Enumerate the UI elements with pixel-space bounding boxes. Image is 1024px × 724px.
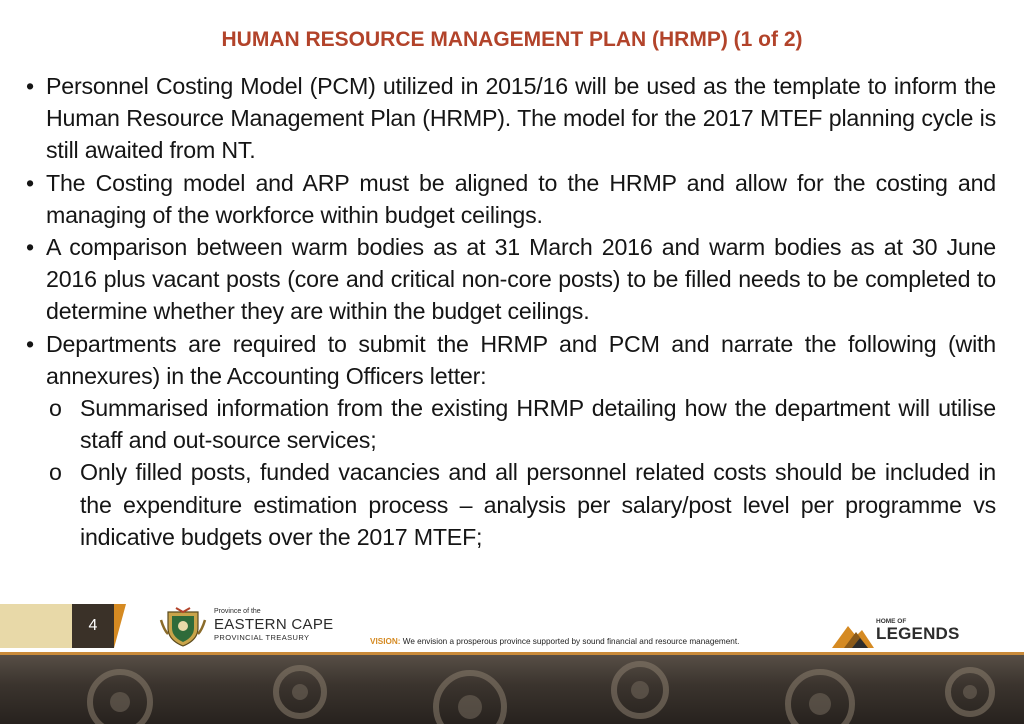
footer [0, 598, 1024, 724]
vision-statement [370, 637, 739, 646]
bullet-item: • The Costing model and ARP must be aligned to the HRMP and allow for the costing and managing of the workforce within budget ceilings. [26, 167, 996, 231]
footer-tan-block [0, 604, 72, 648]
slide-body [26, 70, 996, 553]
logo-line-treasury: PROVINCIAL TREASURY [214, 633, 310, 642]
sub-bullet-item: o Only filled posts, funded vacancies and all personnel related costs should be included in the expenditure estimation process – analysis per salary/post level per programme vs indicative budgets over the 2017 MTEF; [46, 456, 996, 553]
page-number: 4 [72, 604, 114, 648]
logo-line-eastern-cape: EASTERN CAPE [214, 616, 334, 633]
logo-line-province: Province of the [214, 608, 261, 615]
bullet-item: • A comparison between warm bodies as at 31 March 2016 and warm bodies as at 30 June 2016 plus vacant posts (core and critical non-core posts) to be filled needs to be completed to determine whether they are within the budget ceilings. [26, 231, 996, 328]
mountain-icon [830, 618, 876, 650]
gears-icon [0, 652, 1024, 724]
slide-title: HUMAN RESOURCE MANAGEMENT PLAN (HRMP) (1 of 2) [221, 28, 803, 51]
gear-image-strip [0, 652, 1024, 724]
eastern-cape-logo-text [214, 607, 333, 643]
bullet-item: • Personnel Costing Model (PCM) utilized in 2015/16 will be used as the template to inform the Human Resource Management Plan (HRMP). The model for the 2017 MTEF planning cycle is still awaited from NT. [26, 70, 996, 167]
sub-bullet-item: o Summarised information from the existing HRMP detailing how the department will utilise staff and out-source services; [46, 392, 996, 456]
vision-text: We envision a prosperous province supported by sound financial and resource management. [400, 637, 740, 646]
vision-label: VISION: [370, 637, 401, 646]
coat-of-arms-icon [158, 606, 208, 648]
home-of-legends-logo [830, 618, 960, 650]
bullet-item: • Departments are required to submit the HRMP and PCM and narrate the following (with annexures) in the Accounting Officers letter: [26, 328, 996, 392]
legends-small-text: HOME OF [876, 618, 907, 625]
footer-accent-wedge [114, 604, 126, 648]
legends-big-text: LEGENDS [876, 624, 960, 643]
sub-bullet-list [46, 392, 996, 553]
